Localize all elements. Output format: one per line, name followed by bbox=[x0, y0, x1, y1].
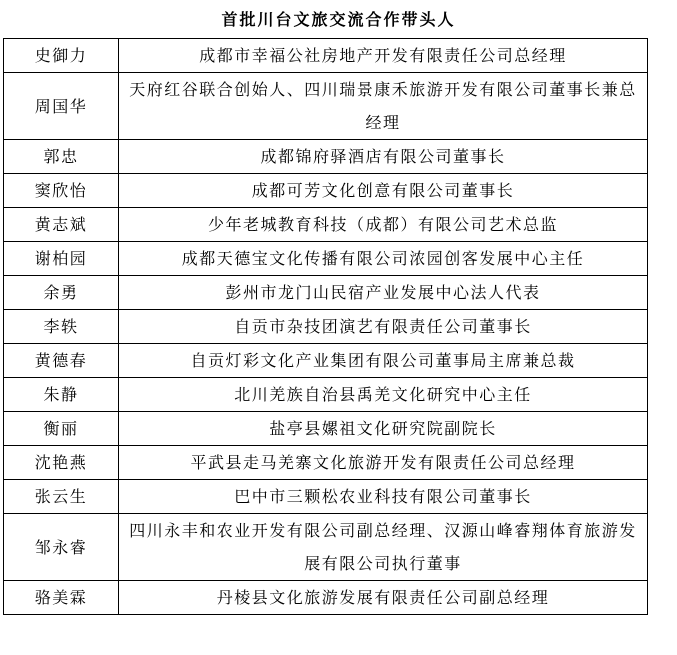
table-row bbox=[4, 73, 648, 140]
name-cell: 余勇 bbox=[4, 276, 119, 310]
table-row bbox=[4, 174, 648, 208]
table-row bbox=[4, 242, 648, 276]
name-cell: 谢柏园 bbox=[4, 242, 119, 276]
name-cell: 史御力 bbox=[4, 39, 119, 73]
name-cell: 李轶 bbox=[4, 310, 119, 344]
table-row bbox=[4, 276, 648, 310]
table-row bbox=[4, 480, 648, 514]
position-cell: 丹棱县文化旅游发展有限责任公司副总经理 bbox=[119, 581, 648, 615]
table-row bbox=[4, 39, 648, 73]
position-cell: 成都锦府驿酒店有限公司董事长 bbox=[119, 140, 648, 174]
position-cell: 天府红谷联合创始人、四川瑞景康禾旅游开发有限公司董事长兼总经理 bbox=[119, 73, 648, 140]
table-row bbox=[4, 310, 648, 344]
document-title: 首批川台文旅交流合作带头人 bbox=[221, 10, 456, 29]
table-row bbox=[4, 446, 648, 480]
table-row bbox=[4, 514, 648, 581]
name-cell: 邹永睿 bbox=[4, 514, 119, 581]
name-cell: 张云生 bbox=[4, 480, 119, 514]
table-row bbox=[4, 140, 648, 174]
name-cell: 郭忠 bbox=[4, 140, 119, 174]
name-cell: 衡丽 bbox=[4, 412, 119, 446]
position-cell: 成都天德宝文化传播有限公司浓园创客发展中心主任 bbox=[119, 242, 648, 276]
position-cell: 自贡市杂技团演艺有限责任公司董事长 bbox=[119, 310, 648, 344]
position-cell: 巴中市三颗松农业科技有限公司董事长 bbox=[119, 480, 648, 514]
name-cell: 骆美霖 bbox=[4, 581, 119, 615]
name-cell: 周国华 bbox=[4, 73, 119, 140]
leaders-table bbox=[3, 38, 648, 615]
name-cell: 朱静 bbox=[4, 378, 119, 412]
position-cell: 北川羌族自治县禹羌文化研究中心主任 bbox=[119, 378, 648, 412]
table-row bbox=[4, 412, 648, 446]
position-cell: 盐亭县嫘祖文化研究院副院长 bbox=[119, 412, 648, 446]
position-cell: 四川永丰和农业开发有限公司副总经理、汉源山峰睿翔体育旅游发展有限公司执行董事 bbox=[119, 514, 648, 581]
position-cell: 成都可芳文化创意有限公司董事长 bbox=[119, 174, 648, 208]
position-cell: 彭州市龙门山民宿产业发展中心法人代表 bbox=[119, 276, 648, 310]
name-cell: 窦欣怡 bbox=[4, 174, 119, 208]
table-row bbox=[4, 378, 648, 412]
position-cell: 平武县走马羌寨文化旅游开发有限责任公司总经理 bbox=[119, 446, 648, 480]
table-row bbox=[4, 581, 648, 615]
table-row bbox=[4, 344, 648, 378]
name-cell: 沈艳燕 bbox=[4, 446, 119, 480]
position-cell: 自贡灯彩文化产业集团有限公司董事局主席兼总裁 bbox=[119, 344, 648, 378]
position-cell: 少年老城教育科技（成都）有限公司艺术总监 bbox=[119, 208, 648, 242]
name-cell: 黄志斌 bbox=[4, 208, 119, 242]
name-cell: 黄德春 bbox=[4, 344, 119, 378]
position-cell: 成都市幸福公社房地产开发有限责任公司总经理 bbox=[119, 39, 648, 73]
table-row bbox=[4, 208, 648, 242]
